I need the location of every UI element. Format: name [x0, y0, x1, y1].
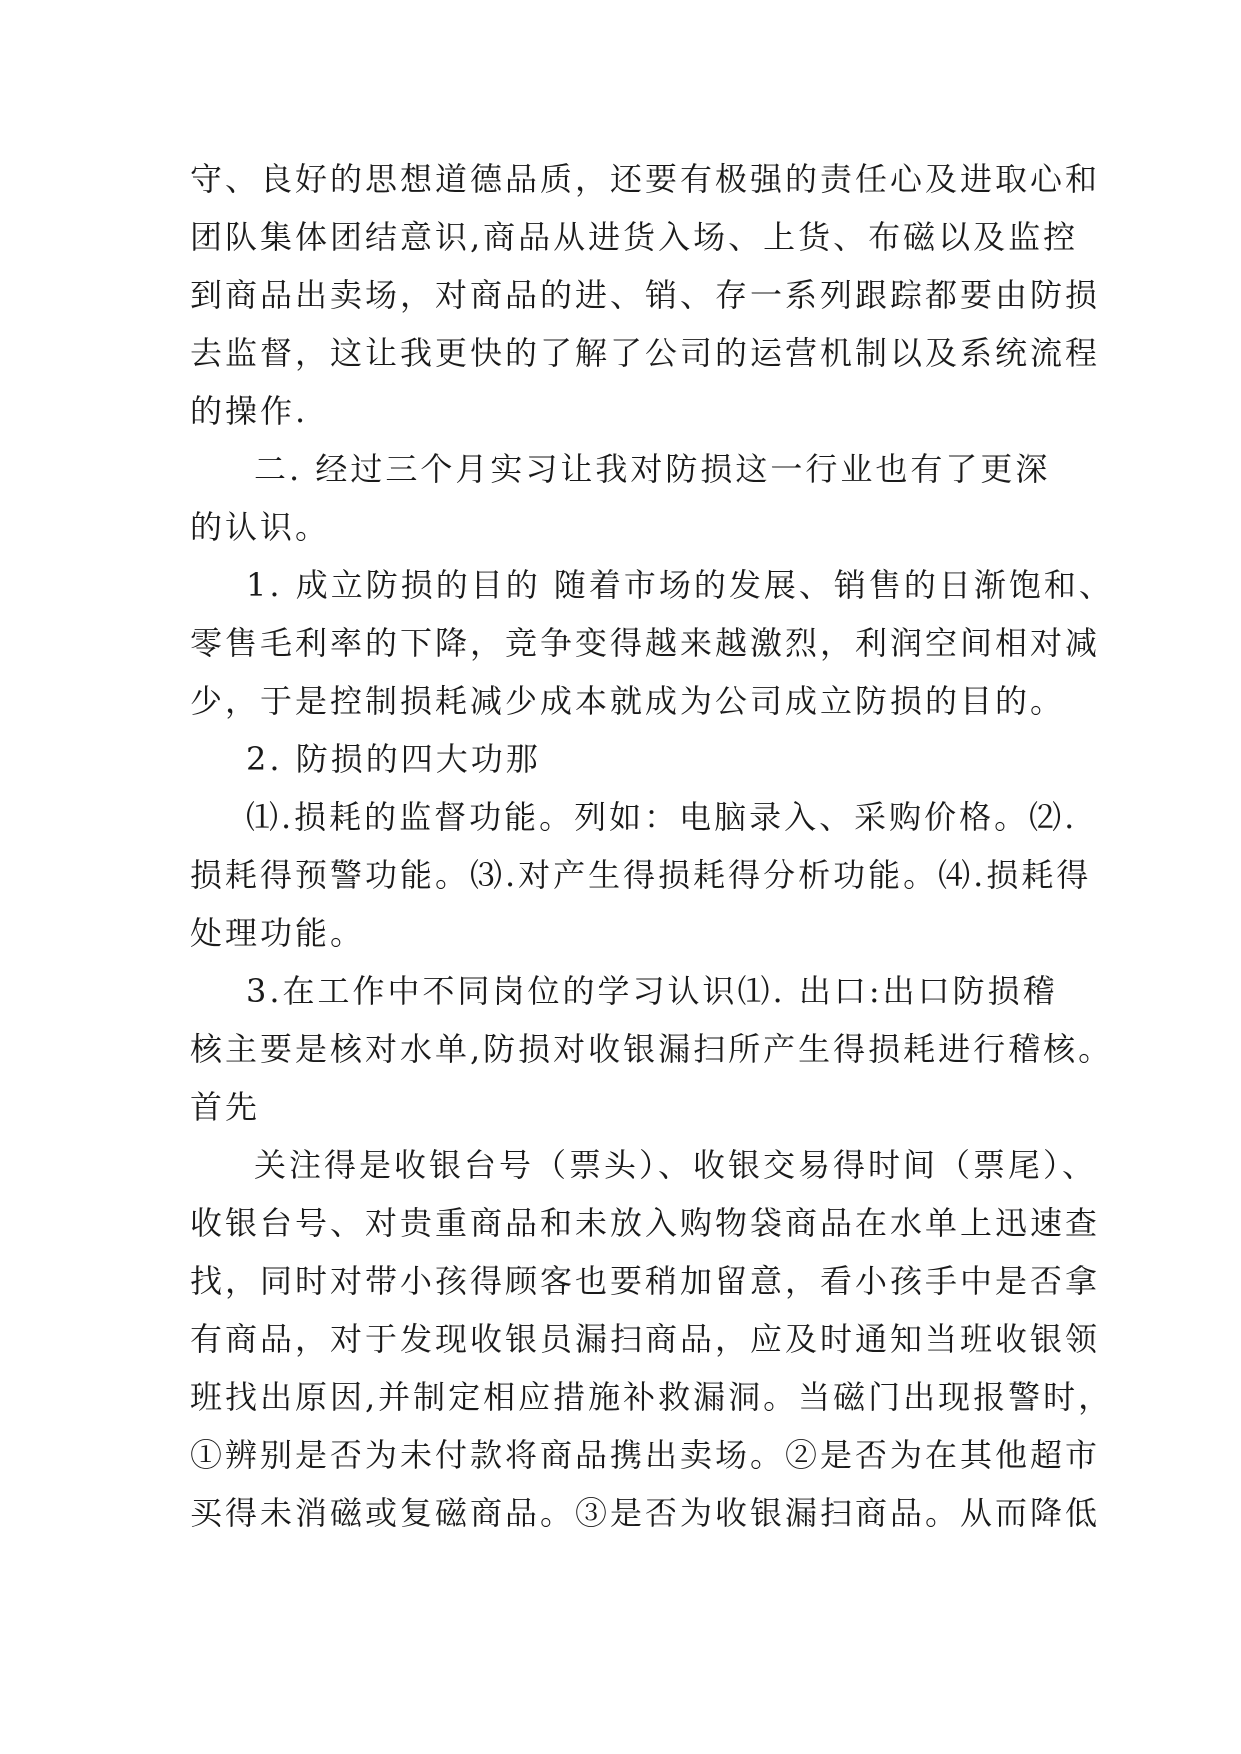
text-line: 2. 防损的四大功那 [246, 740, 541, 778]
text-line: 的操作. [190, 392, 309, 430]
text-line: 去监督，这让我更快的了解了公司的运营机制以及系统流程 [190, 334, 1101, 372]
text-line: 核主要是核对水单,防损对收银漏扫所产生得损耗进行稽核。 [190, 1030, 1114, 1068]
text-line: 的认识。 [190, 508, 331, 546]
text-line: 找，同时对带小孩得顾客也要稍加留意，看小孩手中是否拿 [190, 1262, 1101, 1300]
text-line: 有商品，对于发现收银员漏扫商品，应及时通知当班收银领 [190, 1320, 1101, 1358]
text-line: 3.在工作中不同岗位的学习认识⑴. 出口:出口防损稽 [246, 972, 1058, 1010]
text-line: 班找出原因,并制定相应措施补救漏洞。当磁门出现报警时， [190, 1378, 1114, 1416]
text-line: 团队集体团结意识,商品从进货入场、上货、布磁以及监控 [190, 218, 1079, 256]
text-line: 损耗得预警功能。⑶.对产生得损耗得分析功能。⑷.损耗得 [190, 856, 1092, 894]
text-line: 收银台号、对贵重商品和未放入购物袋商品在水单上迅速查 [190, 1204, 1101, 1242]
text-line: 守、良好的思想道德品质，还要有极强的责任心及进取心和 [190, 160, 1101, 198]
text-line: 到商品出卖场，对商品的进、销、存一系列跟踪都要由防损 [190, 276, 1101, 314]
section-heading: 二. 经过三个月实习让我对防损这一行业也有了更深 [254, 450, 1051, 488]
text-line: 处理功能。 [190, 914, 366, 952]
text-line: 少，于是控制损耗减少成本就成为公司成立防损的目的。 [190, 682, 1066, 720]
text-line: ⑴.损耗的监督功能。列如：电脑录入、采购价格。⑵. [246, 798, 1078, 836]
document-body [190, 150, 1114, 1542]
text-line: 零售毛利率的下降，竞争变得越来越激烈，利润空间相对减 [190, 624, 1101, 662]
text-line: 1. 成立防损的目的 随着市场的发展、销售的日渐饱和、 [246, 566, 1114, 604]
text-line: 首先 [190, 1088, 261, 1126]
text-line: 关注得是收银台号（票头）、收银交易得时间（票尾）、 [254, 1146, 1098, 1184]
text-line: ①辨别是否为未付款将商品携出卖场。②是否为在其他超市 [190, 1436, 1101, 1474]
text-line: 买得未消磁或复磁商品。③是否为收银漏扫商品。从而降低 [190, 1494, 1101, 1532]
